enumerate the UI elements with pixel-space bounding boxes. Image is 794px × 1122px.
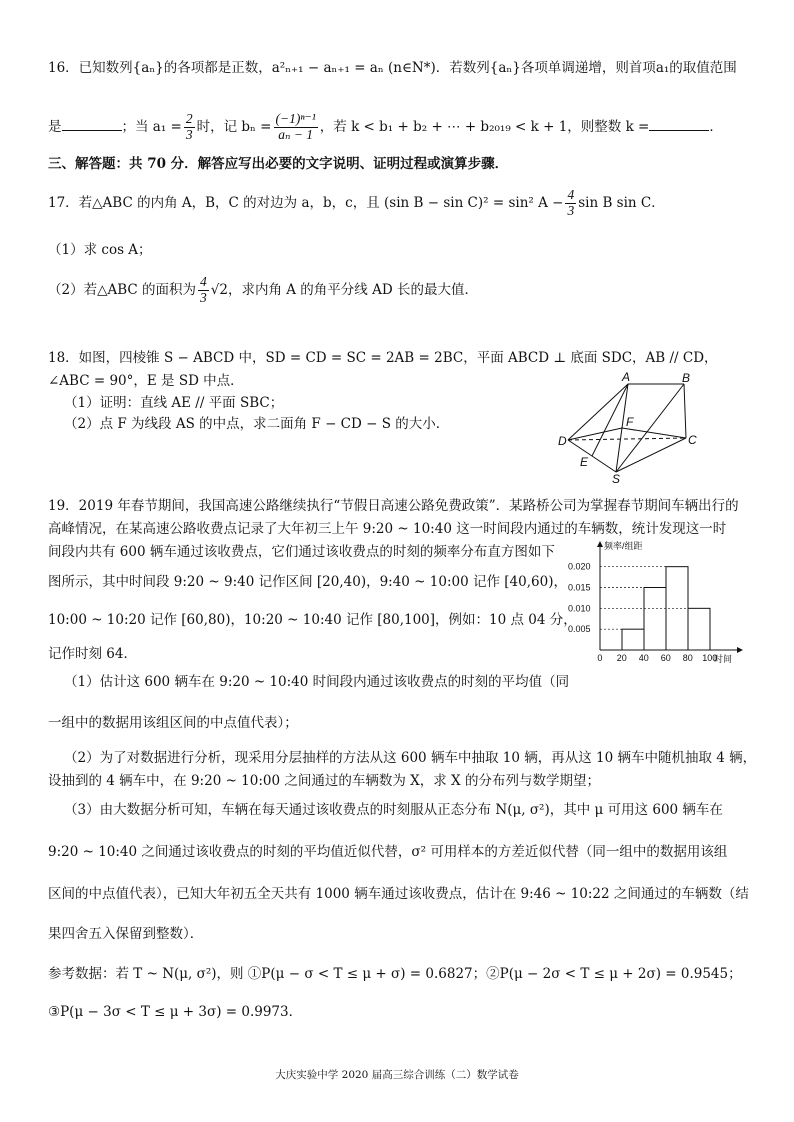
x-tick-label: 0 — [597, 653, 603, 663]
q19-part3b: 9:20 ~ 10:40 之间通过该收费点的时刻的平均值近似代替，σ² 可用样本的方差近似代替（同一组中的数据用该组 — [48, 844, 728, 860]
x-tick-label: 60 — [660, 653, 671, 663]
q19-line1: 19．2019 年春节期间，我国高速公路继续执行“节假日高速公路免费政策”．某路桥公司为掌握春节期间车辆出行的 — [48, 498, 739, 514]
edge-SC — [616, 438, 686, 472]
edge-DA — [568, 384, 628, 440]
q16-line2-end: ． — [709, 119, 723, 135]
q16-line2-pre: 是 — [48, 119, 62, 135]
histogram-bar — [688, 608, 710, 650]
histogram-bar — [622, 629, 644, 650]
q17-part2-pre: （2）若△ABC 的面积为 — [48, 282, 197, 298]
fraction-bn: $\frac{\text{(−1)ⁿ⁻¹}}{\text{aₙ − 1}}$ — [275, 111, 316, 142]
x-tick-label: 80 — [682, 653, 693, 663]
edge-DC-hidden — [568, 438, 686, 440]
x-tick-label: 20 — [616, 653, 627, 663]
q19-part2a: （2）为了对数据进行分析，现采用分层抽样的方法从这 600 辆车中抽取 10 辆，再从这 10 辆车中随机抽取 4 辆， — [64, 750, 757, 766]
x-tick-label: 100 — [702, 653, 718, 663]
y-axis-label: 频率/组距 — [604, 541, 643, 551]
q19-line2: 高峰情况，在某高速公路收费点记录了大年初三上午 9:20 ~ 10:40 这一时间段内通过的车辆数，统计发现这一时 — [48, 521, 727, 537]
histogram-bar — [644, 588, 666, 651]
q19-reference-2: ③P(μ − 3σ < T ≤ μ + 3σ) = 0.9973． — [48, 1004, 303, 1020]
q19-part3d: 果四舍五入保留到整数）． — [48, 926, 204, 942]
q19-part3c: 区间的中点值代表），已知大年初五全天共有 1000 辆车通过该收费点，估计在 9:46 ~ 10:22 之间通过的车辆数（结 — [48, 886, 749, 902]
q18-part2: （2）点 F 为线段 AS 的中点，求二面角 F − CD − S 的大小． — [64, 416, 450, 432]
edge-FC — [622, 428, 686, 438]
q17-stem — [48, 188, 665, 219]
q19-line5: 10:00 ~ 10:20 记作 [60,80)，10:20 ~ 10:40 记作 [80,100]，例如：10 点 04 分， — [48, 612, 577, 628]
x-axis-label: 时间 — [714, 654, 733, 664]
answer-blank-2 — [649, 120, 709, 131]
frequency-histogram — [566, 538, 746, 670]
q18-line2: ∠ABC = 90°，E 是 SD 中点． — [48, 373, 244, 389]
label-E: E — [580, 455, 589, 469]
q19-reference-1: 参考数据：若 T ~ N(μ, σ²)，则 ①P(μ − σ < T ≤ μ + σ) = 0.6827；②P(μ − 2σ < T ≤ μ + 2σ) = 0.9545； — [48, 966, 742, 982]
label-F: F — [626, 415, 634, 429]
fraction-area: $\frac{4}{3}$ — [200, 274, 207, 305]
edge-FD — [568, 428, 622, 440]
y-tick-label: 0.015 — [568, 582, 591, 593]
q16-line2-mid3: ，若 k < b₁ + b₂ + ⋯ + b₂₀₁₉ < k + 1，则整数 k = — [319, 119, 650, 135]
fraction-4-3: $\frac{4}{3}$ — [567, 187, 575, 218]
label-B: B — [682, 372, 691, 385]
label-D: D — [558, 434, 567, 448]
q17-stem-pre: 17．若△ABC 的内角 A，B，C 的对边为 a，b，c，且 (sin B − sin C)² = sin² A − — [48, 195, 564, 211]
edge-BC — [684, 384, 686, 438]
q19-part3a: （3）由大数据分析可知，车辆在每天通过该收费点的时刻服从正态分布 N(μ, σ²)，其中 μ 可用这 600 辆车在 — [64, 802, 723, 818]
q18-line1: 18．如图，四棱锥 S − ABCD 中，SD = CD = SC = 2AB = 2BC，平面 ABCD ⊥ 底面 SDC，AB // CD， — [48, 350, 718, 366]
q17-part2 — [48, 275, 478, 306]
label-C: C — [688, 433, 697, 447]
y-tick-label: 0.020 — [568, 561, 591, 572]
q18-part1: （1）证明：直线 AE // 平面 SBC； — [64, 395, 284, 411]
section-heading: 三、解答题：共 70 分．解答应写出必要的文字说明、证明过程或演算步骤． — [48, 156, 509, 172]
q19-line4: 图所示，其中时间段 9:20 ~ 9:40 记作区间 [20,40)，9:40 ~ 10:00 记作 [40,60)， — [48, 574, 567, 590]
q16-line1: 16．已知数列{aₙ}的各项都是正数，a²ₙ₊₁ − aₙ₊₁ = aₙ (n∈N*)．若数列{aₙ}各项单调递增，则首项a₁的取值范围 — [48, 60, 737, 76]
y-tick-label: 0.010 — [568, 603, 591, 614]
pyramid-figure — [556, 372, 706, 484]
y-tick-label: 0.005 — [568, 624, 591, 635]
label-S: S — [612, 472, 621, 484]
q19-line3: 间段内共有 600 辆车通过该收费点，它们通过该收费点的时刻的频率分布直方图如下 — [48, 544, 555, 560]
fraction-a1: $\frac{2}{3}$ — [185, 111, 193, 142]
q16-line2-mid2: 时，记 bₙ = — [196, 119, 272, 135]
q19-part2b: 设抽到的 4 辆车中，在 9:20 ~ 10:00 之间通过的车辆数为 X，求 X 的分布列与数学期望； — [48, 773, 600, 789]
q17-part2-post: √2，求内角 A 的角平分线 AD 长的最大值． — [210, 282, 478, 298]
q17-stem-post: sin B sin C． — [578, 195, 665, 211]
q19-part1b: 一组中的数据用该组区间的中点值代表）； — [48, 715, 298, 731]
label-A: A — [622, 372, 631, 384]
q17-part1: （1）求 cos A； — [48, 242, 152, 258]
q16-line2 — [48, 112, 723, 143]
page-footer: 大庆实验中学 2020 届高三综合训练（二）数学试卷 — [275, 1069, 519, 1081]
q16-line2-mid1: ；当 a₁ = — [121, 119, 182, 135]
q19-part1a: （1）估计这 600 辆车在 9:20 ~ 10:40 时间段内通过该收费点的时刻的平均值（同 — [64, 674, 570, 690]
q19-line6: 记作时刻 64． — [48, 646, 137, 662]
answer-blank-1 — [62, 120, 122, 131]
x-tick-label: 40 — [638, 653, 649, 663]
